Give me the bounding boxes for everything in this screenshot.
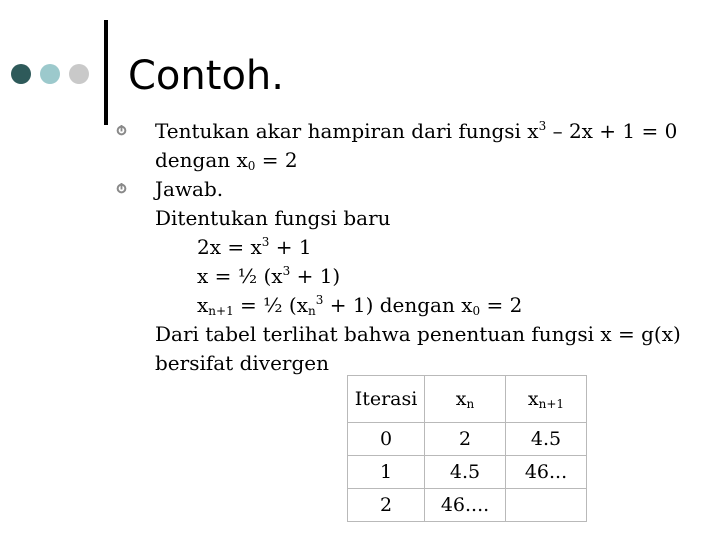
- text-run: + 1): [290, 264, 341, 288]
- superscript: 3: [538, 119, 547, 133]
- text-run: = ½ (x: [233, 293, 308, 317]
- bullet-line: [155, 175, 681, 204]
- text-run: = 2: [480, 293, 523, 317]
- bullet-icon: [116, 183, 127, 194]
- table-header-cell: [425, 376, 506, 423]
- text-run: x: [527, 388, 539, 410]
- text-run: x: [455, 388, 467, 410]
- text-run: x = ½ (x: [197, 264, 283, 288]
- text-run: Dari tabel terlihat bahwa penentuan fungsi x = g(x): [155, 322, 681, 346]
- superscript: 3: [261, 235, 270, 249]
- text-run: + 1) dengan x: [323, 293, 473, 317]
- table-cell: 46...: [506, 456, 587, 489]
- table-header-cell: [506, 376, 587, 423]
- subscript: n+1: [208, 304, 234, 318]
- text-run: 2x = x: [197, 235, 262, 259]
- table-cell: 46....: [425, 489, 506, 522]
- bullet-line: [155, 291, 681, 320]
- subscript: n: [308, 304, 316, 318]
- table-cell: 1: [348, 456, 425, 489]
- table-row: [348, 423, 587, 456]
- bullet-line: [155, 204, 681, 233]
- bullet-line: [155, 117, 681, 146]
- table-cell: 0: [348, 423, 425, 456]
- title-divider: [104, 20, 108, 125]
- text-run: Iterasi: [354, 388, 418, 410]
- table-header-row: [348, 376, 587, 423]
- table-row: [348, 456, 587, 489]
- iteration-table: [347, 375, 587, 522]
- table-cell: 2: [425, 423, 506, 456]
- bullet-line: [155, 349, 681, 378]
- subscript: n: [466, 397, 475, 411]
- superscript: 3: [315, 293, 324, 307]
- slide-title: Contoh.: [128, 53, 284, 99]
- table-row: [348, 489, 587, 522]
- text-run: x: [197, 293, 209, 317]
- table-cell: [506, 489, 587, 522]
- table-header-cell: [348, 376, 425, 423]
- subscript: n+1: [538, 397, 565, 411]
- table-cell: 4.5: [506, 423, 587, 456]
- superscript: 3: [282, 264, 291, 278]
- subscript: 0: [472, 304, 481, 318]
- slide-body: [155, 117, 681, 378]
- bullet-line: [155, 146, 681, 175]
- text-run: Jawab.: [155, 177, 224, 201]
- bullet-line: [155, 262, 681, 291]
- text-run: Ditentukan fungsi baru: [155, 206, 391, 230]
- bullet-line: [155, 320, 681, 349]
- bullet-icon: [116, 125, 127, 136]
- bullet-line: [155, 233, 681, 262]
- text-run: – 2x + 1 = 0: [546, 119, 678, 143]
- dot-dark-icon: [11, 64, 31, 84]
- dot-grey-icon: [69, 64, 89, 84]
- text-run: dengan x: [155, 148, 248, 172]
- text-run: bersifat divergen: [155, 351, 329, 375]
- subscript: 0: [247, 159, 256, 173]
- table-cell: 2: [348, 489, 425, 522]
- table-cell: 4.5: [425, 456, 506, 489]
- dot-light-icon: [40, 64, 60, 84]
- text-run: + 1: [269, 235, 312, 259]
- text-run: = 2: [255, 148, 298, 172]
- text-run: Tentukan akar hampiran dari fungsi x: [155, 119, 539, 143]
